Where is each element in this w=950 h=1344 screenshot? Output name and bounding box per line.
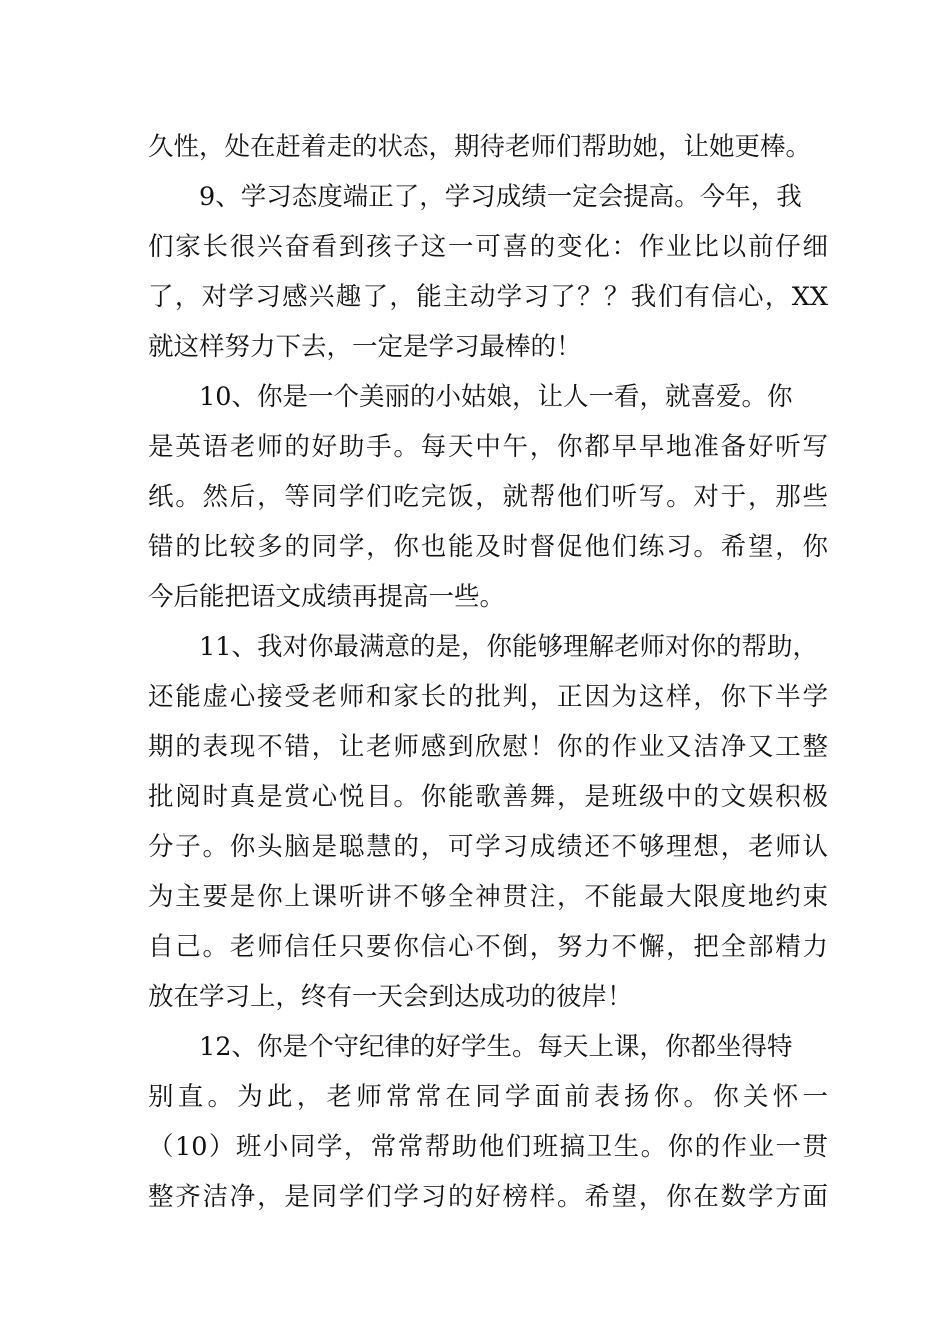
text-line: 纸。然后，等同学们吃完饭，就帮他们听写。对于，那些 xyxy=(148,482,828,512)
text-line: 整齐洁净，是同学们学习的好榜样。希望，你在数学方面 xyxy=(148,1182,828,1212)
text-line: （10）班小同学，常常帮助他们班搞卫生。你的作业一贯 xyxy=(148,1132,828,1162)
text-line: 11、我对你最满意的是，你能够理解老师对你的帮助， xyxy=(199,632,818,662)
text-line: 今后能把语文成绩再提高一些。 xyxy=(148,582,506,612)
text-line: 错的比较多的同学，你也能及时督促他们练习。希望，你 xyxy=(148,532,828,562)
paragraph-10 xyxy=(148,372,828,622)
document-body xyxy=(148,122,828,1222)
text-line: 就这样努力下去，一定是学习最棒的！ xyxy=(148,332,582,362)
text-line: 9、学习态度端正了，学习成绩一定会提高。今年，我 xyxy=(199,182,802,212)
paragraph-continued xyxy=(148,122,828,172)
text-line: 是英语老师的好助手。每天中午，你都早早地准备好听写 xyxy=(148,432,828,462)
text-line: 久性，处在赶着走的状态，期待老师们帮助她，让她更棒。 xyxy=(148,132,812,162)
paragraph-12 xyxy=(148,1022,828,1222)
text-line: 期的表现不错，让老师感到欣慰！你的作业又洁净又工整 xyxy=(148,732,828,762)
text-line: 自己。老师信任只要你信心不倒，努力不懈，把全部精力 xyxy=(148,932,828,962)
text-line: 了，对学习感兴趣了，能主动学习了？？我们有信心，XX xyxy=(148,282,828,312)
paragraph-11 xyxy=(148,622,828,1022)
text-line: 还能虚心接受老师和家长的批判，正因为这样，你下半学 xyxy=(148,682,828,712)
text-line: 12、你是个守纪律的好学生。每天上课，你都坐得特 xyxy=(199,1032,793,1062)
text-line: 们家长很兴奋看到孩子这一可喜的变化：作业比以前仔细 xyxy=(148,232,828,262)
text-line: 10、你是一个美丽的小姑娘，让人一看，就喜爱。你 xyxy=(199,382,793,412)
text-line: 分子。你头脑是聪慧的，可学习成绩还不够理想，老师认 xyxy=(148,832,828,862)
text-line: 放在学习上，终有一天会到达成功的彼岸！ xyxy=(148,982,633,1012)
text-line: 批阅时真是赏心悦目。你能歌善舞，是班级中的文娱积极 xyxy=(148,782,828,812)
text-line: 为主要是你上课听讲不够全神贯注，不能最大限度地约束 xyxy=(148,882,828,912)
paragraph-9 xyxy=(148,172,828,372)
text-line: 别直。为此，老师常常在同学面前表扬你。你关怀一 xyxy=(148,1082,828,1112)
